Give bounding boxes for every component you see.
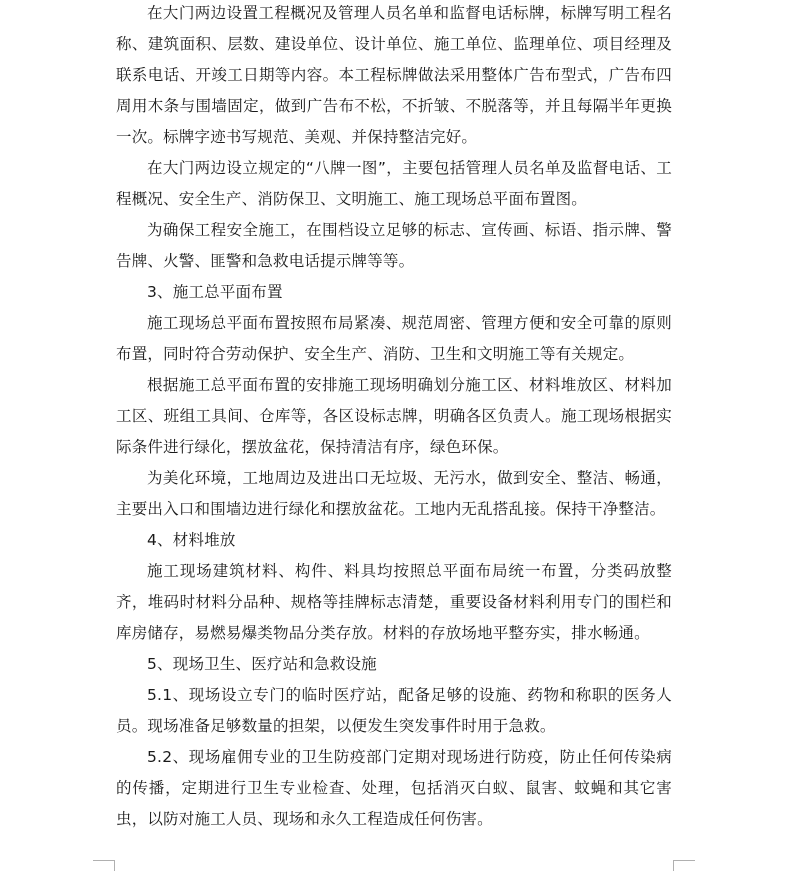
paragraph-eight-boards: 在大门两边设立规定的“八牌一图”，主要包括管理人员名单及监督电话、工程概况、安全生产、消防保卫、文明施工、施工现场总平面布置图。 <box>116 159 672 208</box>
paragraph-medical-station: 5.1、现场设立专门的临时医疗站，配备足够的设施、药物和称职的医务人员。现场准备足够数量的担架，以便发生突发事件时用于急救。 <box>116 686 672 735</box>
paragraph-safety-signs: 为确保工程安全施工，在围档设立足够的标志、宣传画、标语、指示牌、警告牌、火警、匪警和急救电话提示牌等等。 <box>116 221 672 270</box>
paragraph-layout-zones: 根据施工总平面布置的安排施工现场明确划分施工区、材料堆放区、材料加工区、班组工具间、仓库等，各区设标志牌，明确各区负责人。施工现场根据实际条件进行绿化，摆放盆花，保持清洁有序，绿色环保。 <box>116 376 672 456</box>
paragraph-signboard: 在大门两边设置工程概况及管理人员名单和监督电话标牌，标牌写明工程名称、建筑面积、层数、建设单位、设计单位、施工单位、监理单位、项目经理及联系电话、开竣工日期等内容。本工程标牌做法采用整体广告布型式，广告布四周用木条与围墙固定，做到广告布不松，不折皱、不脱落等，并且每隔半年更换一次。标牌字迹书写规范、美观、并保持整洁完好。 <box>116 4 672 146</box>
paragraph-epidemic-prevention: 5.2、现场雇佣专业的卫生防疫部门定期对现场进行防疫，防止任何传染病的传播，定期进行卫生专业检查、处理，包括消灭白蚁、鼠害、蚊蝇和其它害虫，以防对施工人员、现场和永久工程造成任何伤害。 <box>116 748 672 828</box>
document-body <box>116 0 672 835</box>
section-heading-material-storage: 4、材料堆放 <box>147 531 236 549</box>
paragraph-material-storage: 施工现场建筑材料、构件、料具均按照总平面布局统一布置，分类码放整齐，堆码时材料分品种、规格等挂牌标志清楚，重要设备材料利用专门的围栏和库房储存，易燃易爆类物品分类存放。材料的存放场地平整夯实，排水畅通。 <box>116 562 672 642</box>
section-heading-medical: 5、现场卫生、医疗站和急救设施 <box>147 655 377 673</box>
page-corner-mark-left <box>93 860 115 871</box>
page-corner-mark-right <box>673 860 695 871</box>
paragraph-layout-principle: 施工现场总平面布置按照布局紧凑、规范周密、管理方便和安全可靠的原则布置，同时符合劳动保护、安全生产、消防、卫生和文明施工等有关规定。 <box>116 314 672 363</box>
section-heading-site-layout: 3、施工总平面布置 <box>147 283 283 301</box>
paragraph-environment: 为美化环境，工地周边及进出口无垃圾、无污水，做到安全、整洁、畅通，主要出入口和围墙边进行绿化和摆放盆花。工地内无乱搭乱接。保持干净整洁。 <box>116 469 672 518</box>
